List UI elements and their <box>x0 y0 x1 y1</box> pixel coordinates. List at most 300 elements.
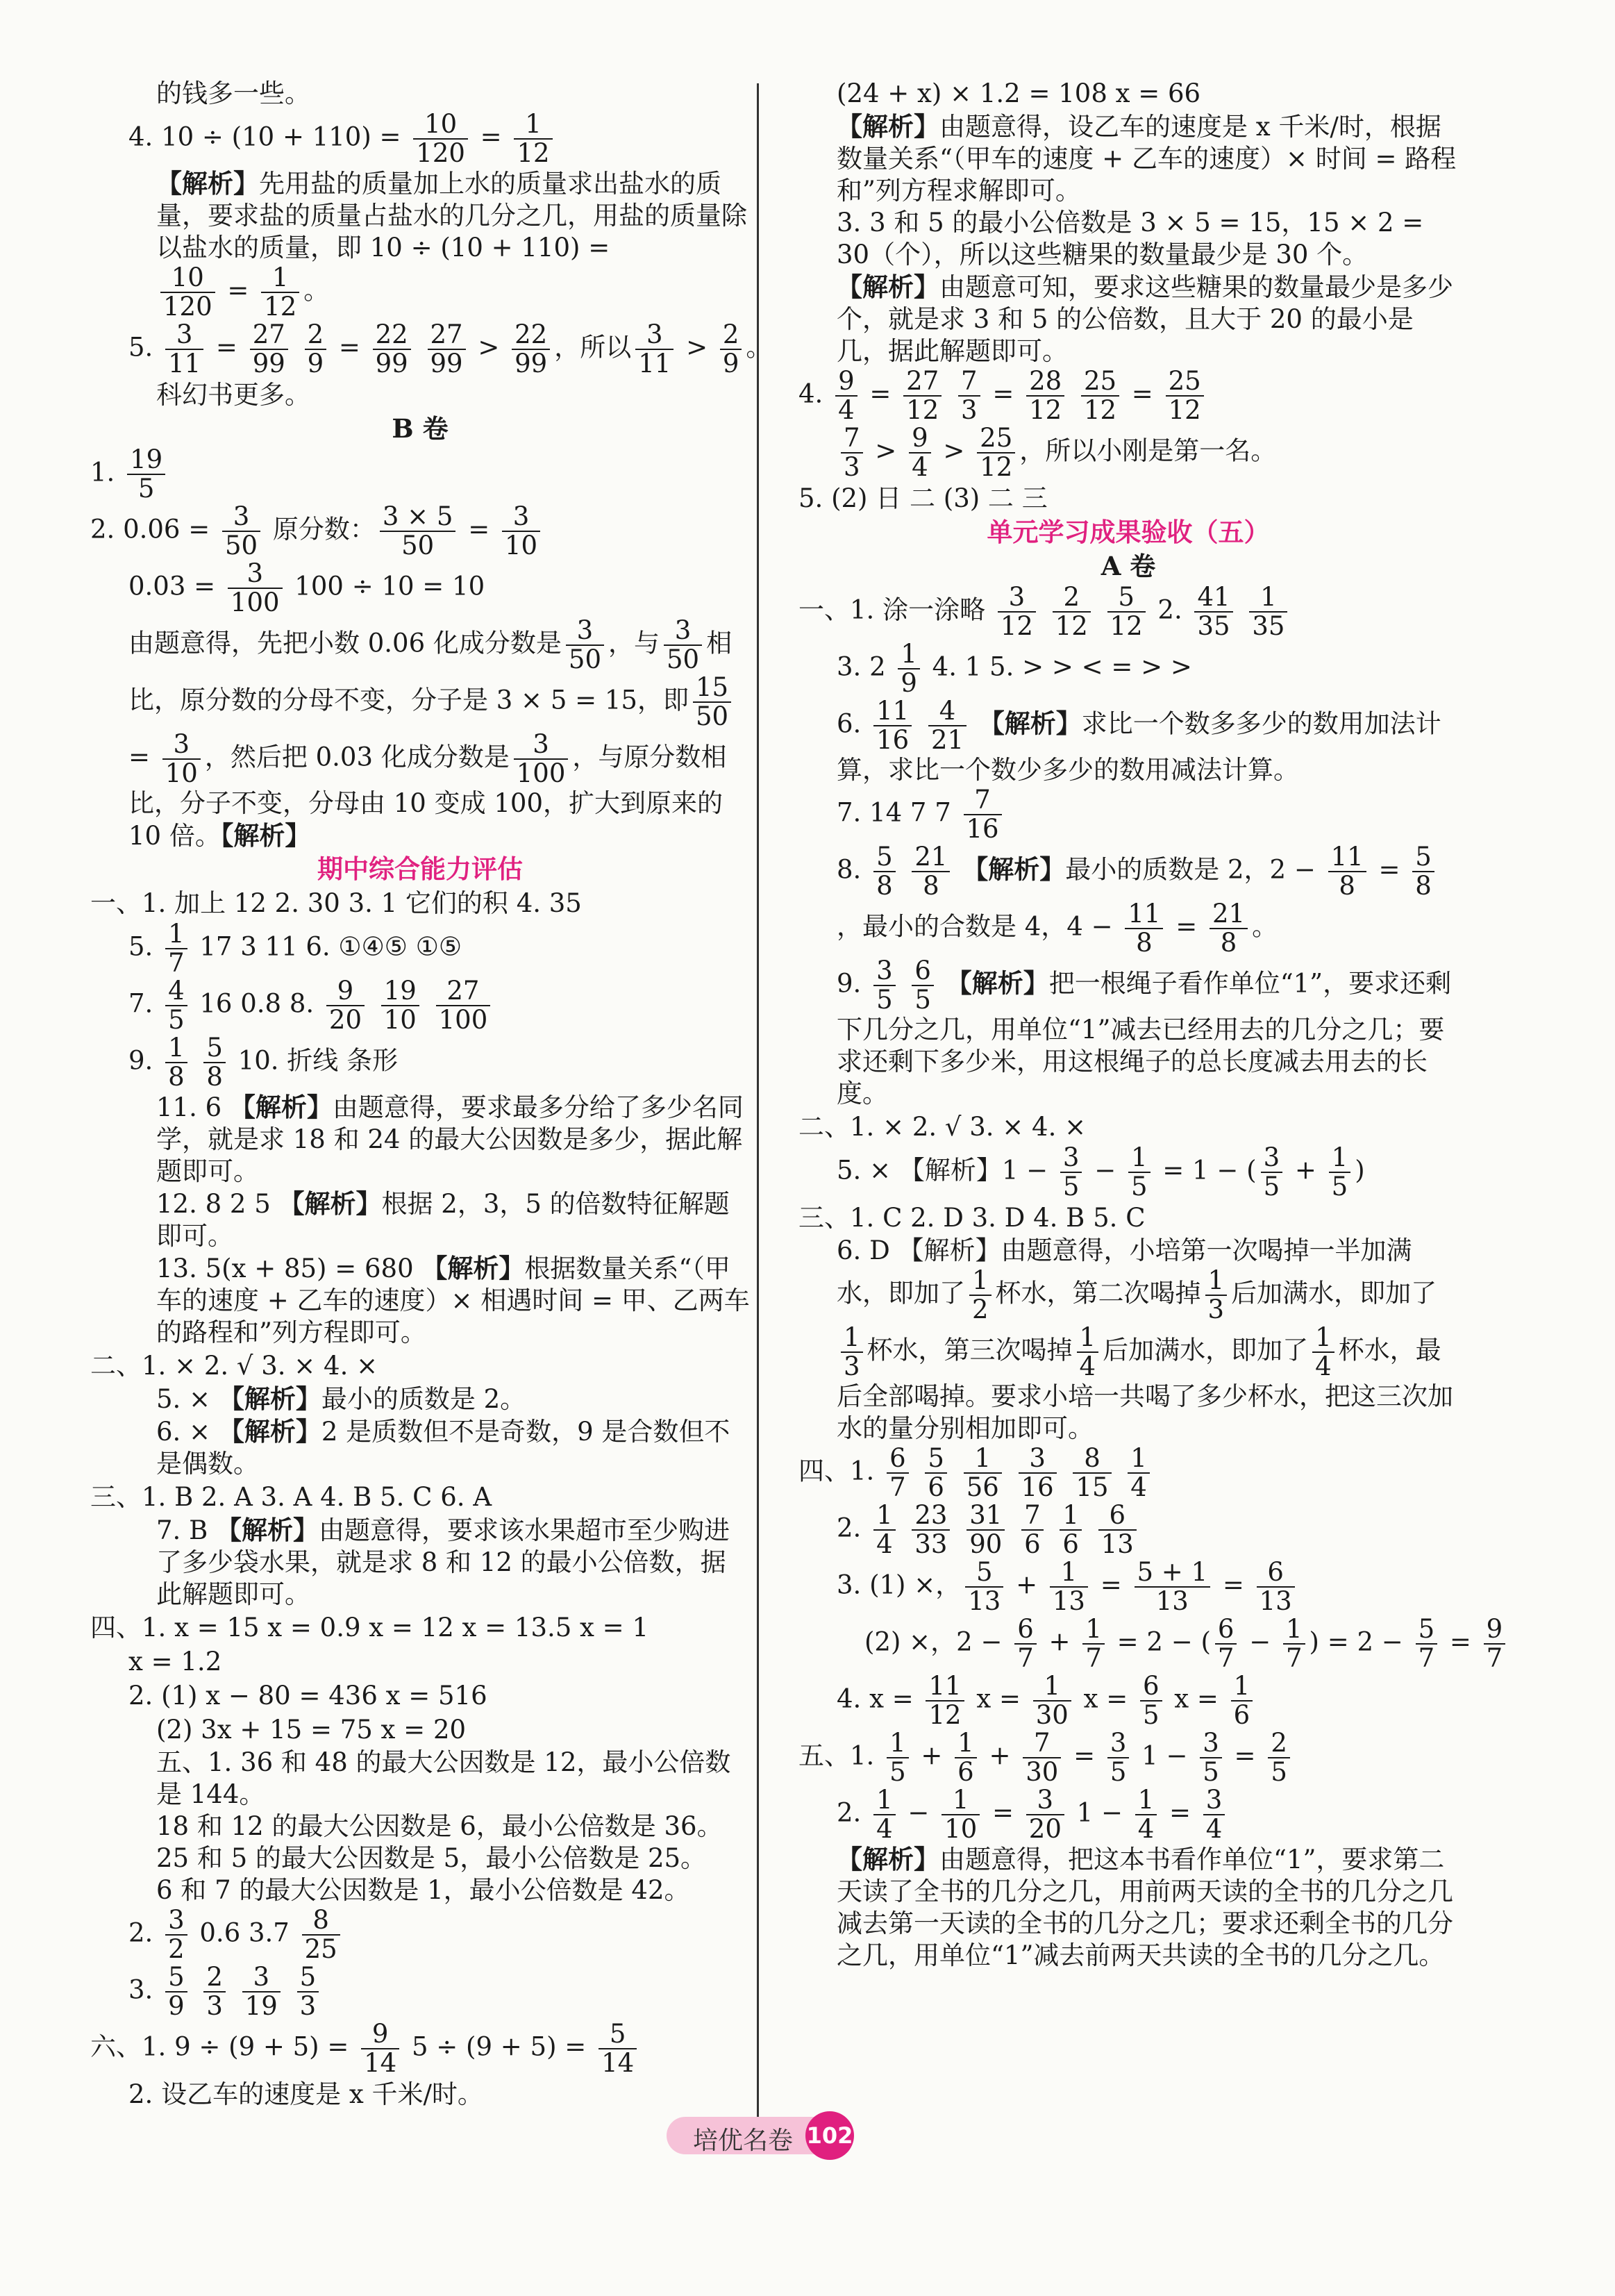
denominator: 8 <box>1136 928 1153 958</box>
fraction <box>302 1906 340 1963</box>
fraction <box>912 1501 950 1558</box>
denominator: 99 <box>514 349 548 378</box>
text-run <box>900 969 908 999</box>
denominator: 5 <box>168 1005 185 1035</box>
text-run <box>900 1513 908 1543</box>
answer-line <box>798 1672 1458 1729</box>
text-run: 6. × <box>156 1417 219 1447</box>
numerator: 3 <box>228 560 283 589</box>
text-run: 2 是质数但不是奇数，9 是合数但不是偶数。 <box>156 1417 730 1479</box>
analysis-tag: 【解析】 <box>837 272 939 302</box>
text-run: ，所以 <box>554 332 632 363</box>
fraction <box>942 1786 980 1843</box>
answer-line <box>90 319 772 378</box>
fraction <box>925 1445 947 1501</box>
numerator: 1 <box>1135 1786 1157 1815</box>
answer-line <box>798 424 1458 481</box>
denominator: 12 <box>1000 611 1033 641</box>
denominator: 7 <box>1017 1643 1034 1673</box>
numerator: 19 <box>381 977 419 1006</box>
numerator: 1 <box>1312 1324 1334 1353</box>
answer-line <box>90 1349 750 1383</box>
denominator: 2 <box>972 1295 989 1324</box>
fraction <box>228 560 283 617</box>
analysis-tag: 【解析】 <box>156 168 259 199</box>
text-run: 13. 5(x + 85) = 680 <box>156 1254 422 1283</box>
fraction <box>873 843 896 900</box>
numerator: 3 <box>1203 1786 1225 1815</box>
denominator: 8 <box>1220 928 1237 958</box>
denominator: 14 <box>364 2048 397 2078</box>
text-run: ，所以小刚是第一名。 <box>1019 435 1277 466</box>
fraction <box>1205 1267 1228 1324</box>
answer-line <box>90 1645 750 1679</box>
denominator: 9 <box>901 668 917 698</box>
numerator: 2 <box>203 1963 226 1993</box>
text-run: ，然后把 0.03 化成分数是 <box>204 742 510 772</box>
section-heading <box>798 515 1458 549</box>
answer-line <box>90 1747 750 1811</box>
text-run <box>1086 1513 1094 1543</box>
fraction <box>502 503 540 560</box>
fraction <box>1140 1672 1162 1729</box>
numerator: 3 <box>1060 1144 1082 1173</box>
fraction <box>1026 1786 1064 1843</box>
answer-line <box>90 1091 750 1188</box>
answer-line <box>90 1611 750 1645</box>
answer-line <box>90 2020 750 2077</box>
fraction <box>165 1034 187 1091</box>
answer-line <box>798 1201 1458 1235</box>
fraction <box>1107 583 1146 640</box>
fraction <box>413 110 468 167</box>
text-run: 后加满水，即加了 <box>1103 1335 1309 1365</box>
text-run: 三、1. C 2. D 3. D 4. B 5. C <box>798 1203 1146 1233</box>
numerator: 19 <box>127 446 165 475</box>
right-column <box>798 76 1503 1972</box>
text-run: ，与 <box>608 628 660 658</box>
numerator: 6 <box>1098 1501 1137 1531</box>
denominator: 5 <box>1263 1172 1280 1201</box>
text-run: 5 ÷ (9 + 5) = <box>403 2031 595 2062</box>
text-run: 10. 折线 条形 <box>229 1045 399 1076</box>
text-run: 0.6 3.7 <box>191 1918 298 1948</box>
denominator: 35 <box>1197 611 1230 641</box>
text-run: + <box>1287 1155 1325 1186</box>
denominator: 33 <box>914 1529 948 1559</box>
text-run <box>285 1975 293 2005</box>
denominator: 7 <box>1217 1643 1235 1673</box>
fraction <box>873 1786 896 1843</box>
fraction <box>566 617 604 674</box>
text-run: 一、1. 涂一涂略 <box>798 594 994 625</box>
fraction <box>1200 1729 1222 1786</box>
text-run: 6. D 【解析】由题意得，小培第一次喝掉一半加满水，即加了 <box>837 1236 1412 1308</box>
numerator: 1 <box>841 1324 863 1353</box>
text-run: 2. <box>837 1513 870 1543</box>
text-run: 。 <box>746 332 772 363</box>
numerator: 5 <box>1412 843 1434 872</box>
answer-line <box>90 1034 750 1091</box>
text-run: 的钱多一些。 <box>156 78 310 108</box>
denominator: 5 <box>1271 1757 1287 1787</box>
text-run: 原分数： <box>265 514 376 544</box>
fraction <box>1416 1615 1438 1672</box>
fraction <box>1261 1144 1283 1201</box>
text-run: 100 ÷ 10 = 10 <box>286 571 485 601</box>
text-run: 4. 10 ÷ (10 + 110) = <box>128 122 410 152</box>
fraction <box>326 977 365 1034</box>
fraction <box>1215 1615 1237 1672</box>
numerator: 10 <box>160 264 215 293</box>
numerator: 3 <box>1019 1445 1057 1474</box>
denominator: 120 <box>416 138 465 168</box>
fraction <box>955 1729 977 1786</box>
numerator: 5 <box>165 1963 187 1993</box>
fraction <box>165 1963 187 2020</box>
fraction <box>1257 1558 1295 1615</box>
fraction <box>1082 1615 1105 1672</box>
text-run <box>913 1456 921 1486</box>
numerator: 15 <box>693 674 731 703</box>
denominator: 100 <box>516 758 566 788</box>
text-run: x = <box>1075 1683 1136 1714</box>
text-run: (2) 3x + 15 = 75 x = 20 <box>156 1715 467 1745</box>
numerator: 21 <box>1210 900 1248 929</box>
denominator: 8 <box>168 1062 185 1092</box>
numerator: 3 <box>998 583 1036 613</box>
denominator: 5 <box>1130 1172 1148 1201</box>
fraction <box>835 367 857 424</box>
answer-line <box>90 1713 750 1747</box>
answer-line <box>798 1843 1458 1972</box>
answer-line <box>798 640 1458 697</box>
analysis-tag: 【解析】 <box>946 967 1049 999</box>
answer-line <box>90 617 750 852</box>
answer-line <box>798 786 1458 843</box>
fraction <box>1210 900 1248 957</box>
text-run: (24 + x) × 1.2 = 108 x = 66 <box>837 78 1201 108</box>
fraction <box>977 424 1015 481</box>
numerator: 1 <box>1231 1672 1253 1702</box>
denominator: 12 <box>264 292 297 322</box>
answer-line <box>798 697 1458 786</box>
numerator: 2 <box>305 321 327 350</box>
fraction <box>203 1963 226 2020</box>
numerator: 1 <box>969 1267 991 1296</box>
text-run: 4. 1 5. > > < = > > <box>923 651 1192 682</box>
fraction <box>664 617 702 674</box>
denominator: 7 <box>1486 1643 1503 1673</box>
fraction <box>841 424 863 481</box>
text-run: 17 3 11 6. ①④⑤ ①⑤ <box>191 931 462 962</box>
denominator: 4 <box>1137 1814 1155 1844</box>
text-run: 5. × <box>156 1384 219 1414</box>
text-run: 五、1. <box>798 1740 883 1771</box>
denominator: 13 <box>1155 1586 1189 1616</box>
text-run <box>938 969 946 999</box>
text-run: 36 和 48 的最大公因数是 12，最小公倍数是 144。 <box>156 1747 731 1809</box>
answer-line <box>798 1501 1458 1558</box>
text-run: 5. <box>128 332 162 363</box>
numerator: 6 <box>1014 1615 1037 1645</box>
answer-line <box>798 1110 1458 1144</box>
left-column <box>90 76 772 2111</box>
denominator: 50 <box>568 644 601 674</box>
answer-line <box>798 1614 1503 1673</box>
numerator: 1 <box>955 1729 977 1758</box>
text-run: 0.03 = <box>128 571 224 601</box>
text-run: x = 1.2 <box>128 1647 222 1677</box>
fraction <box>958 367 980 424</box>
text-run: 单元学习成果验收（五） <box>987 517 1270 547</box>
numerator: 23 <box>912 1501 950 1531</box>
text-run: 。 <box>303 275 330 306</box>
numerator: 1 <box>1060 1501 1082 1531</box>
text-run: 1 − <box>1133 1740 1196 1771</box>
text-run: 12. 8 2 5 <box>156 1189 279 1219</box>
text-run: − <box>1086 1155 1124 1186</box>
denominator: 9 <box>307 349 324 378</box>
fraction <box>599 2020 637 2077</box>
text-run: > <box>469 332 508 363</box>
numerator: 3 <box>222 503 260 532</box>
text-run: 由题意可知，要求这些糖果的数量最少是多少个，就是求 3 和 5 的公倍数，且大于 20 的最小是几，据此解题即可。 <box>837 272 1453 366</box>
text-run <box>1116 1456 1124 1486</box>
numerator: 22 <box>512 321 550 350</box>
answer-line <box>90 264 750 321</box>
text-run <box>971 709 979 739</box>
denominator: 5 <box>889 1757 906 1787</box>
text-run: 二、1. × 2. √ 3. × 4. × <box>90 1351 378 1381</box>
answer-line <box>90 1415 750 1480</box>
fraction <box>1081 367 1119 424</box>
fraction <box>512 321 550 378</box>
text-run: 8. <box>837 854 870 885</box>
denominator: 10 <box>504 531 538 560</box>
text-run: 3. (1) ×， <box>837 1570 962 1600</box>
denominator: 100 <box>230 588 280 617</box>
fraction <box>928 697 967 754</box>
numerator: 3 <box>1026 1786 1064 1815</box>
text-run: 1. <box>90 457 124 488</box>
text-run: 2. <box>837 1797 870 1828</box>
text-run: ，与原分数相比，分子不变，分母由 10 变成 100，扩大到原来的 10 倍。 <box>128 742 727 851</box>
denominator: 3 <box>299 1991 317 2021</box>
fraction <box>873 697 912 754</box>
numerator: 3 <box>566 617 604 646</box>
text-run: + <box>980 1740 1019 1771</box>
numerator: 4 <box>928 697 967 726</box>
answer-line <box>90 977 750 1034</box>
denominator: 8 <box>1415 871 1432 901</box>
fraction <box>1050 1558 1088 1615</box>
denominator: 25 <box>304 1934 337 1964</box>
text-run: = <box>219 275 258 306</box>
numerator: 5 <box>965 1558 1003 1588</box>
numerator: 2 <box>1268 1729 1290 1758</box>
text-run: 根据 2，3，5 的倍数特征解题即可。 <box>156 1189 730 1251</box>
denominator: 120 <box>163 292 212 322</box>
fraction <box>1060 1144 1082 1201</box>
text-run: 后加满水，即加了 <box>1231 1278 1437 1308</box>
sub-heading <box>90 412 750 446</box>
text-run <box>1048 1513 1056 1543</box>
text-run <box>192 1975 200 2005</box>
text-run: 先用盐的质量加上水的质量求出盐水的质量，要求盐的质量占盐水的几分之几，用盐的质量除以盐水的质量，即 10 ÷ (10 + 110) = <box>156 169 747 263</box>
answer-line <box>798 1445 1458 1501</box>
numerator: 25 <box>977 424 1015 454</box>
denominator: 5 <box>876 985 893 1015</box>
denominator: 9 <box>722 349 739 378</box>
text-run: 3. <box>128 1974 162 2005</box>
fraction <box>998 583 1036 640</box>
answer-line <box>798 271 1458 367</box>
numerator: 2 <box>1053 583 1091 613</box>
fraction <box>967 1501 1005 1558</box>
numerator: 3 <box>635 321 673 350</box>
text-run <box>1237 595 1246 625</box>
numerator: 9 <box>361 2020 399 2049</box>
text-run: B 卷 <box>392 413 449 444</box>
text-run: ) = 2 − <box>1309 1627 1412 1657</box>
text-run: + <box>912 1740 951 1771</box>
section-heading <box>90 852 750 886</box>
text-run: 四、1. x = 15 x = 0.9 x = 12 x = 13.5 x = 1 <box>90 1613 648 1642</box>
numerator: 10 <box>413 110 468 140</box>
denominator: 12 <box>980 452 1013 482</box>
denominator: 16 <box>876 725 910 755</box>
text-run: 2. 设乙车的速度是 x 千米/时。 <box>128 2079 483 2109</box>
text-run: ，最小的合数是 4，4 − <box>837 911 1121 942</box>
text-run: 由题意得，把这本书看作单位“1”，要求第二天读了全书的几分之几，用前两天读的全书的几分之几减去第一天读的全书的几分之几；要求还剩全书的几分之几，用单位“1”减去前两天共读的全书的几分之几。 <box>837 1845 1453 1970</box>
numerator: 1 <box>873 1786 896 1815</box>
numerator: 1 <box>1077 1324 1099 1353</box>
numerator: 9 <box>1484 1615 1506 1645</box>
text-run: = <box>128 742 158 772</box>
numerator: 41 <box>1194 583 1232 613</box>
text-run: = <box>1161 1797 1199 1828</box>
fraction <box>926 1672 964 1729</box>
text-run: = <box>1441 1627 1480 1657</box>
denominator: 8 <box>923 871 939 901</box>
text-run: 6. <box>837 708 870 739</box>
denominator: 99 <box>252 349 285 378</box>
numerator: 7 <box>1023 1729 1061 1758</box>
text-run: 求比一个数多多少的数用加法计算，求比一个数少多少的数用减法计算。 <box>837 708 1441 785</box>
text-run <box>1040 595 1048 625</box>
text-run <box>1061 1456 1069 1486</box>
text-run: 5. <box>128 931 162 962</box>
denominator: 12 <box>517 138 550 168</box>
fraction <box>1073 1445 1111 1501</box>
text-run: 把一根绳子看作单位“1”，要求还剩下几分之几，用单位“1”减去已经用去的几分之几；要求还剩下多少米，用这根绳子的总长度减去用去的长度。 <box>837 968 1452 1108</box>
text-run: 7. <box>128 988 162 1019</box>
numerator: 11 <box>1328 843 1366 872</box>
denominator: 8 <box>876 871 893 901</box>
numerator: 1 <box>1249 583 1287 613</box>
denominator: 12 <box>928 1700 962 1730</box>
denominator: 99 <box>375 349 408 378</box>
answer-line <box>798 843 1458 957</box>
denominator: 30 <box>1035 1700 1069 1730</box>
text-run: 六、1. 9 ÷ (9 + 5) = <box>90 2031 358 2062</box>
denominator: 7 <box>1285 1643 1303 1673</box>
denominator: 4 <box>1315 1351 1332 1381</box>
denominator: 3 <box>206 1991 223 2021</box>
numerator: 28 <box>1026 367 1064 397</box>
numerator: 5 <box>873 843 896 872</box>
numerator: 11 <box>1125 900 1163 929</box>
denominator: 3 <box>1207 1295 1225 1324</box>
numerator: 3 <box>1107 1729 1130 1758</box>
text-run: 18 和 12 的最大公因数是 6，最小公倍数是 36。 <box>156 1811 723 1841</box>
fraction <box>305 321 327 378</box>
text-run <box>424 989 432 1019</box>
answer-line <box>798 76 1458 110</box>
text-run: 五、1. <box>156 1747 241 1777</box>
denominator: 15 <box>1076 1472 1109 1502</box>
fraction <box>1329 1144 1351 1201</box>
fraction <box>873 957 896 1014</box>
denominator: 7 <box>1085 1643 1102 1673</box>
text-run: 四、1. <box>798 1456 883 1486</box>
answer-line <box>90 1480 750 1514</box>
numerator: 8 <box>1073 1445 1111 1474</box>
text-run <box>369 989 377 1019</box>
numerator: 1 <box>942 1786 980 1815</box>
numerator: 6 <box>1140 1672 1162 1702</box>
answer-line <box>798 110 1458 207</box>
numerator: 5 <box>297 1963 319 1993</box>
sub-heading <box>798 549 1458 583</box>
fraction <box>297 1963 319 2020</box>
text-run: x = <box>968 1683 1029 1714</box>
fraction <box>222 503 260 560</box>
answer-line <box>90 378 750 412</box>
text-run: > <box>935 435 973 466</box>
fraction <box>1107 1729 1130 1786</box>
numerator: 5 <box>1416 1615 1438 1645</box>
text-run: ) <box>1355 1155 1365 1186</box>
denominator: 21 <box>930 725 964 755</box>
text-run: 科幻书更多。 <box>156 380 310 410</box>
text-run: 最小的质数是 2。 <box>321 1384 526 1414</box>
denominator: 50 <box>695 701 729 731</box>
denominator: 8 <box>206 1062 223 1092</box>
fraction <box>1098 1501 1137 1558</box>
text-run: = 1 − ( <box>1154 1155 1257 1186</box>
text-run: 最小的质数是 2，2 − <box>1065 854 1324 885</box>
denominator: 5 <box>914 985 931 1015</box>
text-run <box>230 1975 238 2005</box>
fraction <box>1312 1324 1334 1381</box>
fraction <box>165 977 187 1034</box>
denominator: 10 <box>944 1814 978 1844</box>
numerator: 21 <box>912 843 950 872</box>
denominator: 12 <box>1083 395 1117 425</box>
text-run: = <box>1370 854 1409 885</box>
fraction <box>965 1558 1003 1615</box>
text-run <box>954 1513 962 1543</box>
denominator: 7 <box>889 1472 906 1502</box>
fraction <box>964 1445 1002 1501</box>
denominator: 5 <box>1203 1757 1219 1787</box>
denominator: 8 <box>1339 871 1355 901</box>
fraction <box>887 1445 909 1501</box>
text-run: 杯水，第二次喝掉 <box>995 1278 1201 1308</box>
text-run: 3. 3 和 5 的最小公倍数是 3 × 5 = 15，15 × 2 = 30（个），所以这些糖果的数量最少是 30 个。 <box>837 208 1424 269</box>
